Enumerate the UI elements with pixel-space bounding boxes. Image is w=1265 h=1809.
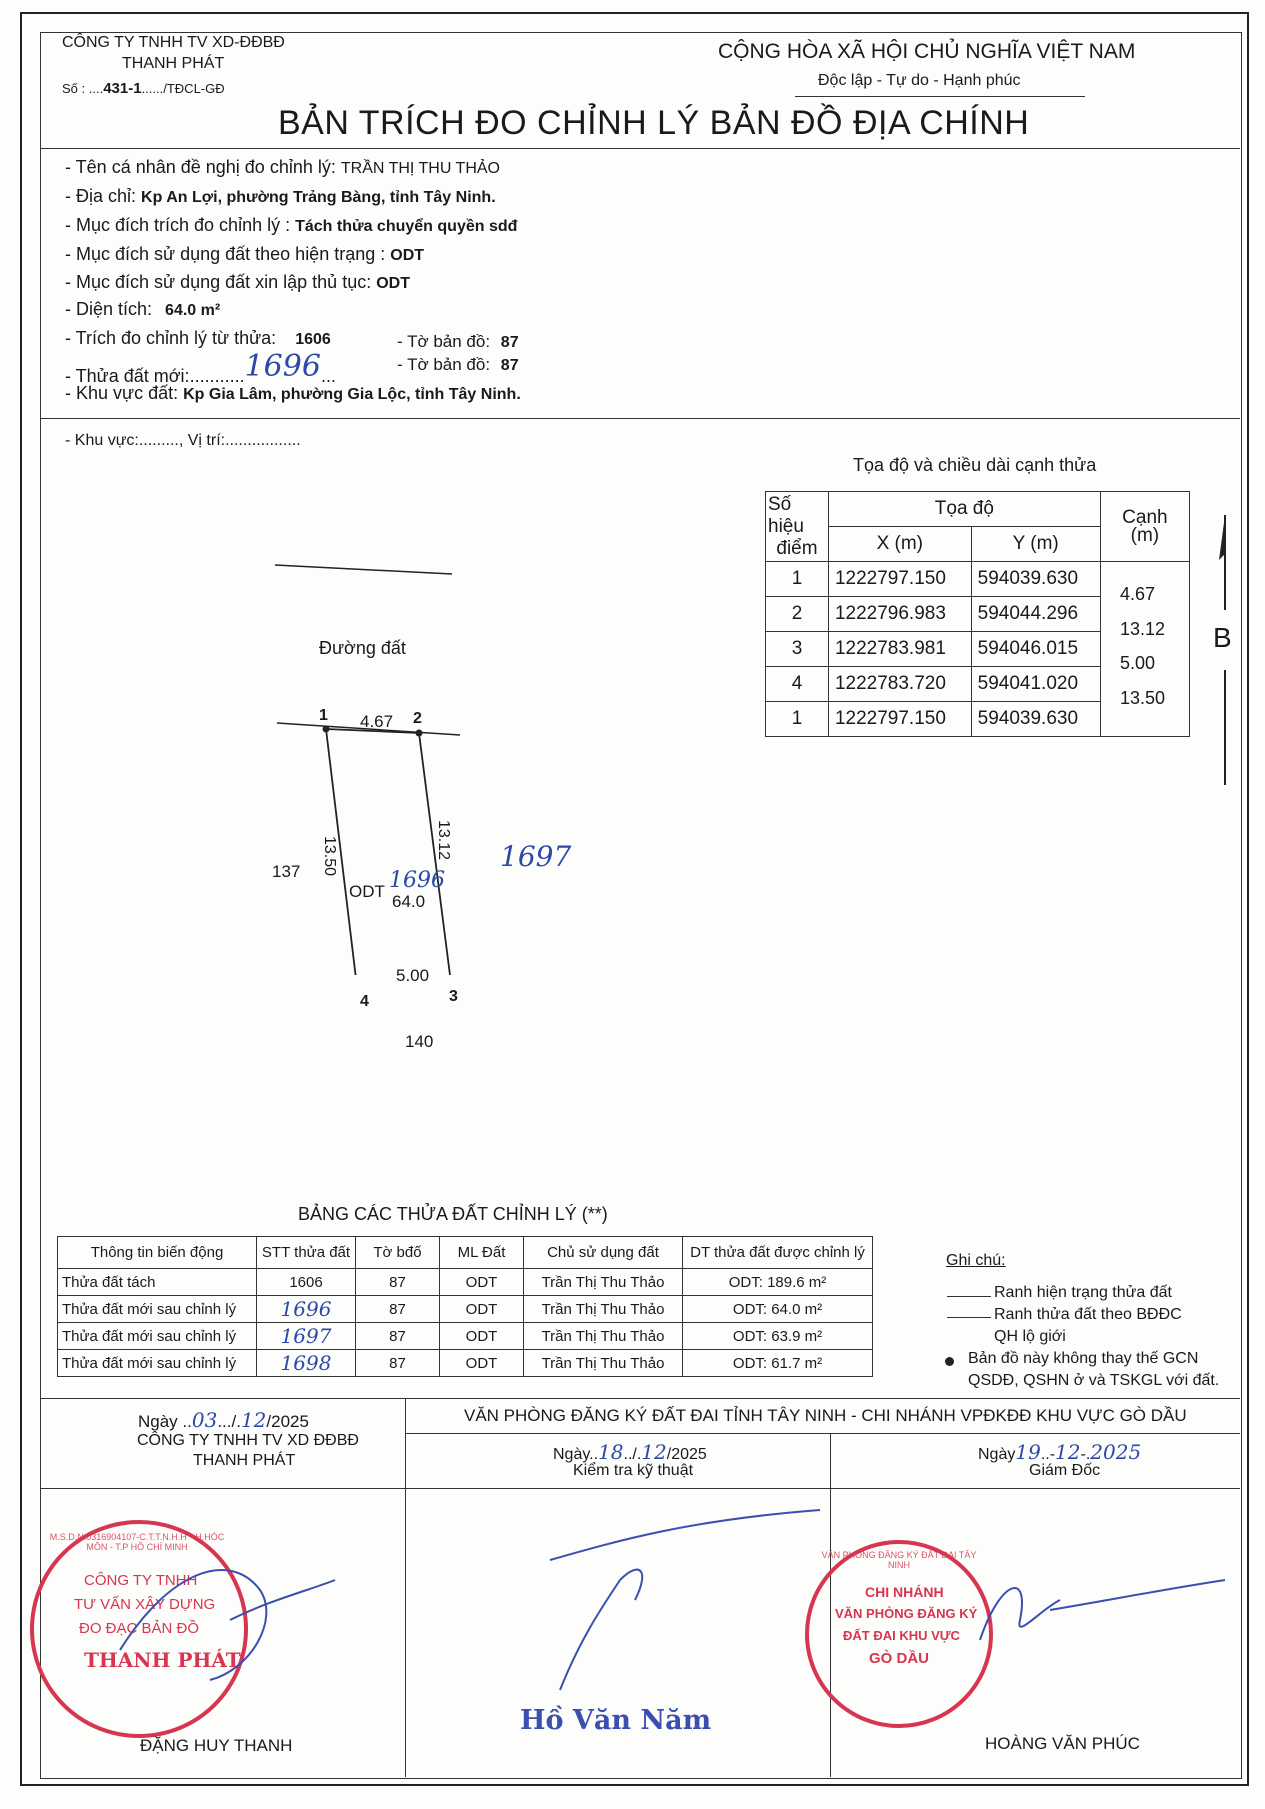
edge-length: 5.00	[1120, 653, 1156, 673]
divider	[830, 1433, 831, 1488]
edge-length: 4.67	[1120, 584, 1156, 604]
edge-right-label: 13.12	[435, 820, 452, 861]
nation-title: CỘNG HÒA XÃ HỘI CHỦ NGHĨA VIỆT NAM	[718, 40, 1136, 63]
north-label: B	[1213, 622, 1232, 653]
zone-position: - Khu vực:........., Vị trí:.................	[65, 432, 301, 449]
vertex-label-4: 4	[360, 993, 369, 1010]
legend-line	[947, 1296, 991, 1297]
divider	[40, 418, 1240, 419]
divider	[40, 1398, 1240, 1399]
edge-left-label: 13.50	[321, 836, 338, 877]
vertex-label-2: 2	[413, 710, 422, 727]
divider	[405, 1488, 406, 1777]
vertex-1	[323, 726, 330, 733]
neighbor-parcel-left: 137	[272, 862, 301, 881]
coords-caption: Tọa độ và chiều dài cạnh thửa	[853, 455, 1097, 475]
requested-use: - Mục đích sử dụng đất xin lập thủ tục: ODT	[65, 272, 411, 292]
left-org: CÔNG TY TNHH TV XD ĐĐBĐ	[137, 1432, 359, 1449]
mid-date: Ngày..18../.12/2025	[553, 1440, 707, 1464]
doc-number: Số : ....431-1....../TĐCL-GĐ	[62, 80, 225, 97]
right-role: Giám Đốc	[1029, 1462, 1101, 1479]
note-bullet-2: QSDĐ, QSHN ở và TSKGL với đất.	[968, 1372, 1220, 1389]
signature-left	[110, 1530, 340, 1690]
divider	[405, 1398, 406, 1488]
signature-mid	[540, 1500, 830, 1700]
table-row: 2 1222796.983 594044.296	[766, 597, 1190, 632]
edge-bottom-label: 5.00	[396, 966, 430, 985]
motto-underline	[795, 96, 1085, 97]
signature-right	[960, 1560, 1230, 1660]
neighbor-parcel-right: 1697	[500, 840, 572, 873]
table-row: 4 1222783.720 594041.020	[766, 667, 1190, 702]
current-use: - Mục đích sử dụng đất theo hiện trạng : ODT	[65, 244, 425, 264]
neighbor-parcel-bottom: 140	[405, 1032, 434, 1051]
right-date: Ngày19..-12-.2025	[978, 1440, 1142, 1464]
table-row: Thửa đất mới sau chỉnh lý 1697 87 ODT Trần Thị Thu Thảo ODT: 63.9 m²	[58, 1323, 873, 1350]
motto: Độc lập - Tự do - Hạnh phúc	[818, 72, 1021, 89]
coords-table: Số hiệu điểm Tọa độ Cạnh (m) X (m) Y (m) 1 1222797.150 594039.630 2 1222796.983 594044.296 3 1222783.981 594046.015 4 1222783.720 594041.020 1 1222797.150 594039.630	[765, 491, 1190, 737]
company-name-2: THANH PHÁT	[122, 55, 225, 72]
edge-top-label: 4.67	[360, 712, 394, 731]
table-row: 1 1222797.150 594039.630	[766, 702, 1190, 737]
left-org-2: THANH PHÁT	[193, 1452, 296, 1469]
vertex-2	[416, 730, 423, 737]
edge-length: 13.12	[1120, 619, 1166, 639]
purpose: - Mục đích trích đo chỉnh lý : Tách thửa chuyển quyền sdđ	[65, 215, 518, 235]
legend-line	[947, 1317, 991, 1318]
parcel-map	[270, 555, 570, 975]
from-parcel: - Trích đo chỉnh lý từ thửa: 1606	[65, 328, 331, 348]
applicant: - Tên cá nhân đề nghị đo chỉnh lý: TRẦN THỊ THU THẢO	[65, 157, 500, 177]
page-title: BẢN TRÍCH ĐO CHỈNH LÝ BẢN ĐỒ ĐỊA CHÍNH	[278, 104, 1030, 142]
company-name: CÔNG TY TNHH TV XD-ĐĐBĐ	[62, 34, 285, 51]
company-seal: M.S.D.N:0316904107-C.T.T.N.H.H * H.HÓC MÔN - T.P HỒ CHÍ MINH CÔNG TY TNHH TƯ VẤN XÂY DỰNG ĐO ĐẠC BẢN ĐỒ THANH PHÁT	[30, 1520, 248, 1738]
parcel-area: 64.0	[392, 892, 426, 911]
legend-text: QH lộ giới	[994, 1328, 1066, 1345]
left-date: Ngày ..03.../.12/2025	[138, 1408, 309, 1432]
parcel-boundary	[326, 729, 451, 975]
parcel-number: 1696	[389, 868, 445, 893]
land-area: - Khu vực đất: Kp Gia Lâm, phường Gia Lộc, tỉnh Tây Ninh.	[65, 383, 521, 403]
divider	[40, 148, 1240, 149]
table-row: Thửa đất tách 1606 87 ODT Trần Thị Thu Thảo ODT: 189.6 m²	[58, 1269, 873, 1296]
table-row: 1 1222797.150 594039.630	[766, 562, 1190, 597]
bullet-icon	[945, 1357, 954, 1366]
address: - Địa chỉ: Kp An Lợi, phường Trảng Bàng, tỉnh Tây Ninh.	[65, 186, 496, 206]
changes-table: Thông tin biến động STT thửa đất Tờ bđố ML Đất Chủ sử dụng đất DT thửa đất được chỉnh lý Thửa đất tách 1606 87 ODT Trần Thị Thu Thảo ODT: 189.6 m² Thửa đất mới sau chỉnh lý 1696 87 ODT Trần Thị Thu Thảo ODT: 64.0 m² Thửa đất mới sau chỉnh lý 1697 87 ODT Trần Thị Thu Thảo ODT: 63.9 m² Thửa đất mới sau chỉnh lý 1698 87 ODT Trần Thị Thu Thảo ODT: 61.7 m²	[57, 1236, 873, 1377]
note-bullet: Bản đồ này không thay thế GCN	[968, 1350, 1199, 1367]
mid-role: Kiểm tra kỹ thuật	[573, 1462, 694, 1479]
mid-signer: Hồ Văn Năm	[520, 1705, 712, 1736]
new-parcel: - Thửa đất mới:...........1696...	[65, 349, 336, 386]
office-name: VĂN PHÒNG ĐĂNG KÝ ĐẤT ĐAI TỈNH TÂY NINH - CHI NHÁNH VPĐKĐĐ KHU VỰC GÒ DẦU	[464, 1406, 1187, 1425]
divider	[40, 1488, 1240, 1489]
edge-length: 13.50	[1120, 688, 1166, 708]
map-sheet-2: - Tờ bản đồ: 87	[397, 355, 519, 374]
left-signer: ĐẶNG HUY THANH	[140, 1736, 293, 1755]
divider	[405, 1433, 1240, 1434]
table-row: 3 1222783.981 594046.015	[766, 632, 1190, 667]
road-label: Đường đất	[319, 638, 406, 658]
legend-text: Ranh thửa đất theo BĐĐC	[994, 1306, 1182, 1323]
table-row: Thửa đất mới sau chỉnh lý 1696 87 ODT Trần Thị Thu Thảo ODT: 64.0 m²	[58, 1296, 873, 1323]
vertex-label-3: 3	[449, 988, 458, 1005]
changes-title: BẢNG CÁC THỬA ĐẤT CHỈNH LÝ (**)	[298, 1204, 608, 1224]
office-seal: VĂN PHÒNG ĐĂNG KÝ ĐẤT ĐAI TÂY NINH CHI NHÁNH VĂN PHÒNG ĐĂNG KÝ ĐẤT ĐAI KHU VỰC GÒ DẦU	[805, 1540, 993, 1728]
legend-text: Ranh hiện trạng thửa đất	[994, 1284, 1172, 1301]
right-signer: HOÀNG VĂN PHÚC	[985, 1734, 1140, 1753]
road-line	[275, 565, 452, 574]
parcel-type: ODT	[349, 882, 385, 901]
notes-title: Ghi chú:	[946, 1252, 1006, 1269]
area: - Diện tích: 64.0 m²	[65, 299, 221, 319]
map-sheet: - Tờ bản đồ: 87	[397, 332, 519, 351]
table-row: Thửa đất mới sau chỉnh lý 1698 87 ODT Trần Thị Thu Thảo ODT: 61.7 m²	[58, 1350, 873, 1377]
vertex-label-1: 1	[319, 707, 328, 724]
